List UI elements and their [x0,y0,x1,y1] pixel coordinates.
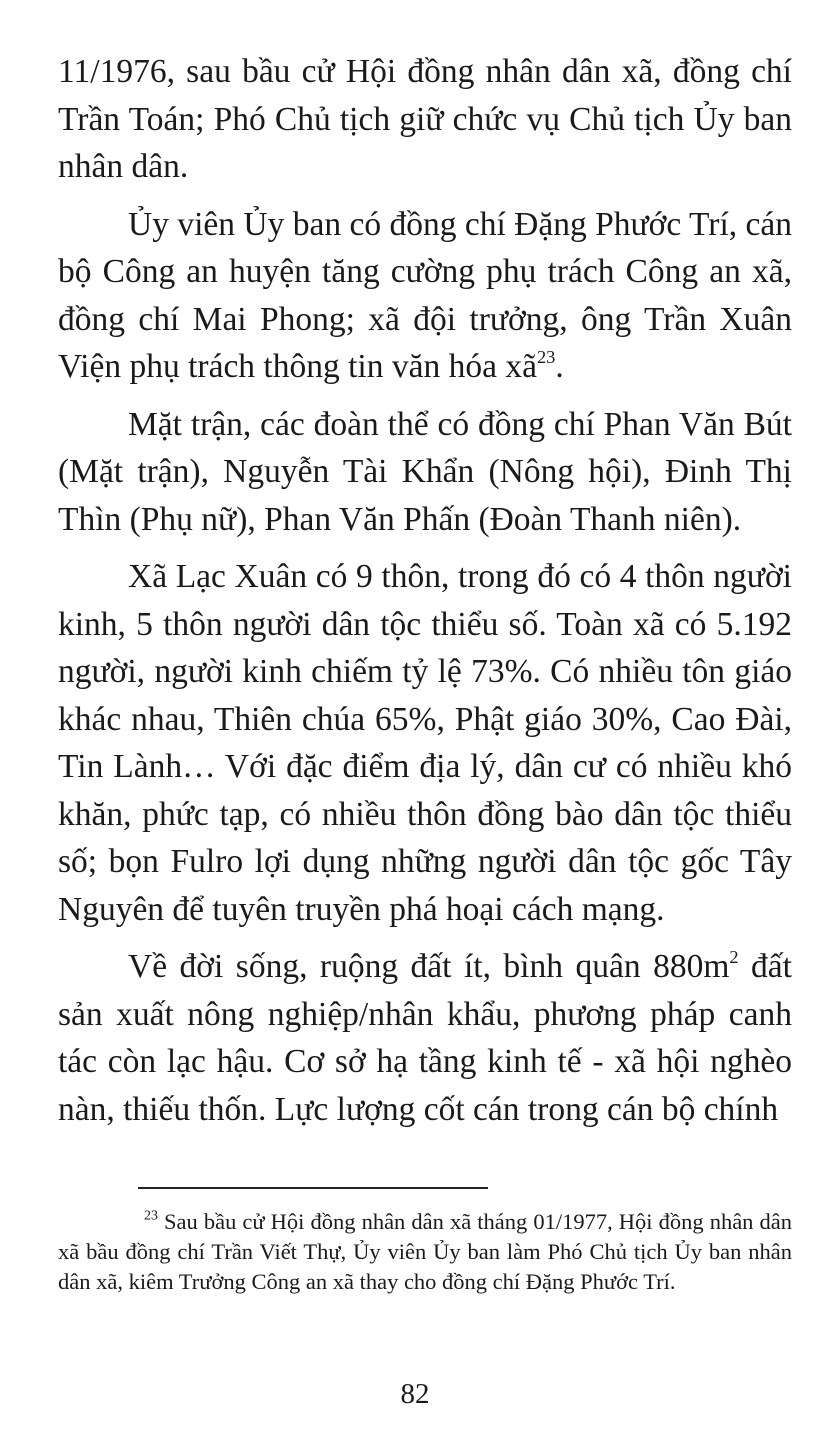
paragraph-2 [58,201,792,391]
paragraph-4-text: Xã Lạc Xuân có 9 thôn, trong đó có 4 thôn người kinh, 5 thôn người dân tộc thiểu số. Toàn xã có 5.192 người, người kinh chiếm tỷ lệ 73%. Có nhiều tôn giáo khác nhau, Thiên chúa 65%, Phật giáo 30%, Cao Đài, Tin Lành… Với đặc điểm địa lý, dân cư có nhiều khó khăn, phức tạp, có nhiều thôn đồng bào dân tộc thiểu số; bọn Fulro lợi dụng những người dân tộc gốc Tây Nguyên để tuyên truyền phá hoại cách mạng. [58,558,792,928]
paragraph-1 [58,48,792,191]
superscript-squared: 2 [729,947,739,968]
paragraph-3 [58,401,792,544]
footnote-divider [138,1187,488,1189]
footnote-marker: 23 [144,1208,158,1224]
paragraph-4 [58,553,792,933]
paragraph-5-text: Về đời sống, ruộng đất ít, bình quân 880m [128,948,730,985]
body-text [58,48,792,1143]
paragraph-1-text: 11/1976, sau bầu cử Hội đồng nhân dân xã, đồng chí Trần Toán; Phó Chủ tịch giữ chức vụ Chủ tịch Ủy ban nhân dân. [58,53,792,185]
footnote [58,1207,792,1297]
paragraph-2-tail: . [555,348,564,385]
footnote-reference-23: 23 [536,347,556,368]
paragraph-2-text: Ủy viên Ủy ban có đồng chí Đặng Phước Trí, cán bộ Công an huyện tăng cường phụ trách Công an xã, đồng chí Mai Phong; xã đội trưởng, ông Trần Xuân Viện phụ trách thông tin văn hóa xã [58,205,792,385]
page-number: 82 [400,1378,430,1410]
footnote-text: Sau bầu cử Hội đồng nhân dân xã tháng 01/1977, Hội đồng nhân dân xã bầu đồng chí Trần Viết Thự, Ủy viên Ủy ban làm Phó Chủ tịch Ủy ban nhân dân xã, kiêm Trưởng Công an xã thay cho đồng chí Đặng Phước Trí. [58,1209,792,1294]
paragraph-5-tail: đất sản xuất nông nghiệp/nhân khẩu, phương pháp canh tác còn lạc hậu. Cơ sở hạ tầng kinh tế - xã hội nghèo nàn, thiếu thốn. Lực lượng cốt cán trong cán bộ chính [58,948,792,1128]
paragraph-3-text: Mặt trận, các đoàn thể có đồng chí Phan Văn Bút (Mặt trận), Nguyễn Tài Khẩn (Nông hội), Đinh Thị Thìn (Phụ nữ), Phan Văn Phấn (Đoàn Thanh niên). [58,405,792,538]
paragraph-5 [58,943,792,1133]
